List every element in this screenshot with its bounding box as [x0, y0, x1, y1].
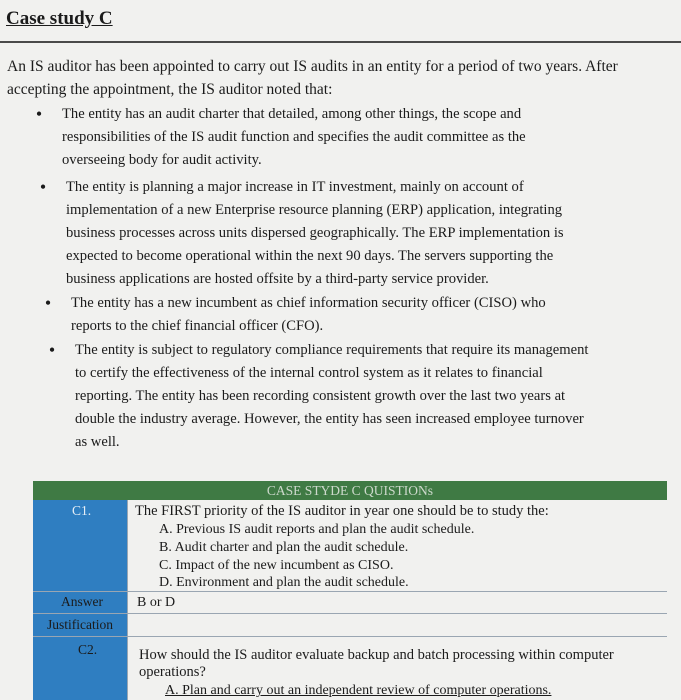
- bullet-line: The entity has an audit charter that detailed, among other things, the scope and: [62, 106, 522, 122]
- bullet-line: business applications are hosted offsite by a third-party service provider.: [66, 271, 489, 287]
- table-header: CASE STYDE C QUISTIONs: [33, 481, 667, 500]
- bullet-line: reporting. The entity has been recording consistent growth over the last two years at: [75, 388, 566, 404]
- c1-option-b: B. Audit charter and plan the audit schedule.: [159, 540, 409, 555]
- row-divider: [33, 591, 667, 592]
- c1-label: C1.: [72, 503, 92, 518]
- answer-label: Answer: [61, 594, 103, 609]
- c2-label: C2.: [78, 642, 98, 657]
- bullet-line: as well.: [75, 434, 120, 450]
- bullet-line: The entity is planning a major increase in IT investment, mainly on account of: [66, 179, 524, 195]
- answer-value: B or D: [137, 595, 176, 610]
- bullet-line: responsibilities of the IS audit function and specifies the audit committee as the: [62, 129, 526, 145]
- bullet-line: expected to become operational within the next 90 days. The servers supporting the: [66, 248, 554, 264]
- row-divider: [33, 613, 667, 614]
- title-divider: [0, 41, 681, 43]
- bullet-line: The entity is subject to regulatory compliance requirements that require its management: [75, 342, 589, 358]
- c2-question-line-1: How should the IS auditor evaluate backup and batch processing within computer: [139, 647, 614, 663]
- bullet-line: business processes across units dispersed geographically. The ERP implementation is: [66, 225, 564, 241]
- c1-question: The FIRST priority of the IS auditor in year one should be to study the:: [135, 503, 549, 519]
- bullet-item-1: [35, 103, 666, 172]
- c1-option-a: A. Previous IS audit reports and plan the audit schedule.: [159, 522, 475, 537]
- intro-paragraph: An IS auditor has been appointed to carry out IS audits in an entity for a period of two years. After accepting the appointment, the IS auditor noted that:: [7, 58, 618, 98]
- bullet-line: to certify the effectiveness of the internal control system as it relates to financial: [75, 365, 543, 381]
- case-study-title: Case study C: [6, 8, 113, 29]
- questions-table: [33, 481, 667, 700]
- bullet-line: implementation of a new Enterprise resource planning (ERP) application, integrating: [66, 202, 563, 218]
- bullet-dot-icon: •: [39, 177, 47, 197]
- justification-label: Justification: [47, 617, 113, 632]
- bullet-item-2: [39, 176, 664, 291]
- bullet-line: overseeing body for audit activity.: [62, 152, 262, 168]
- bullet-item-3: [44, 292, 659, 338]
- c1-option-c: C. Impact of the new incumbent as CISO.: [159, 558, 394, 573]
- c2-question-line-2: operations?: [139, 664, 206, 680]
- bullet-line: reports to the chief financial officer (CFO).: [71, 318, 324, 334]
- c2-option-a: A. Plan and carry out an independent review of computer operations.: [165, 683, 552, 698]
- row-divider: [33, 636, 667, 637]
- bullet-item-4: [48, 339, 657, 454]
- bullet-dot-icon: •: [35, 104, 43, 124]
- bullet-dot-icon: •: [48, 340, 56, 360]
- bullet-line: double the industry average. However, the entity has seen increased employee turnover: [75, 411, 584, 427]
- bullet-dot-icon: •: [44, 293, 52, 313]
- column-divider: [127, 500, 128, 700]
- bullet-line: The entity has a new incumbent as chief information security officer (CISO) who: [71, 295, 546, 311]
- c1-option-d: D. Environment and plan the audit schedule.: [159, 575, 409, 590]
